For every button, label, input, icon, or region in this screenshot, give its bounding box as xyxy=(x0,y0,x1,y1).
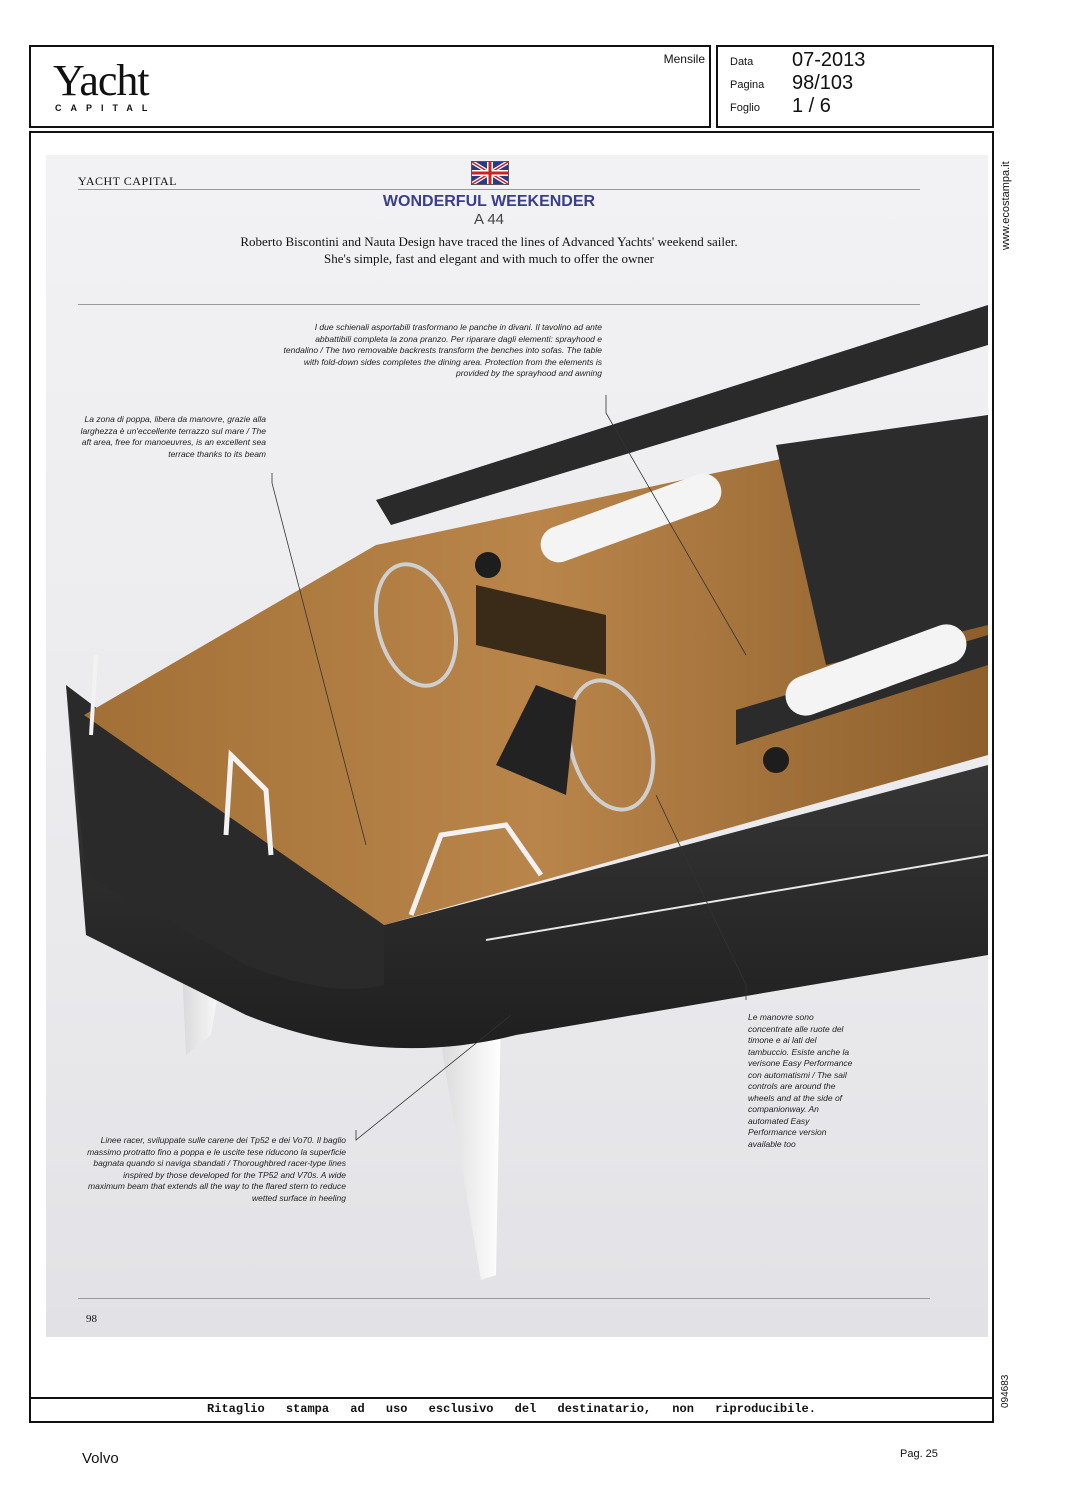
article-subtitle: A 44 xyxy=(473,211,505,228)
client-name: Volvo xyxy=(82,1450,119,1467)
uk-flag-icon xyxy=(471,161,509,185)
page-number: 98 xyxy=(86,1313,97,1325)
header-meta-box xyxy=(716,45,994,128)
data-value: 07-2013 xyxy=(792,49,866,71)
foglio-value: 1 / 6 xyxy=(792,95,831,117)
caption-sail-controls: Le manovre sono concentrate alle ruote del timone e ai lati del tambuccio. Esiste anche la verisone Easy Performance con automatismi / The sail controls are around the wheels and at the side of companionway. An automated Easy Performance version available too xyxy=(748,1012,853,1149)
magazine-name: YACHT CAPITAL xyxy=(78,174,177,188)
side-code: 094683 xyxy=(1000,1374,1011,1408)
data-label: Data xyxy=(730,56,754,68)
document-page: Pag. 25 xyxy=(900,1448,938,1460)
yacht-capital-logo: Yacht xyxy=(53,56,149,105)
winch-1 xyxy=(475,552,501,578)
footer-notice: Ritaglio stampa ad uso esclusivo del destinatario, non riproducibile. xyxy=(31,1397,992,1421)
keel xyxy=(436,1010,501,1280)
article-title: WONDERFUL WEEKENDER xyxy=(382,193,596,210)
dek-line-1: Roberto Biscontini and Nauta Design have traced the lines of Advanced Yachts' weekend sailer. xyxy=(240,234,738,249)
foglio-label: Foglio xyxy=(730,102,760,114)
pagina-label: Pagina xyxy=(730,79,765,91)
header-masthead xyxy=(29,45,711,128)
caption-cockpit: I due schienali asportabili trasformano le panche in divani. Il tavolino ad ante abbattibili completa la zona pranzo. Per riparare dagli elementi: sprayhood e tendalino / The two removable backrests transform the benches into sofas. The table with fold-down sides completes the dining area. Protection from the elements is provided by the sprayhood and awning xyxy=(283,322,602,378)
logo-subtitle: CAPITAL xyxy=(55,103,157,113)
dek-rule xyxy=(78,304,920,305)
side-url: www.ecostampa.it xyxy=(1000,161,1012,250)
page-bottom-rule xyxy=(78,1298,930,1299)
pagina-value: 98/103 xyxy=(792,72,854,94)
caption-hull-lines: Linee racer, sviluppate sulle carene dei Tp52 e dei Vo70. Il baglio massimo protratto fino a poppa e le uscite tese riducono la superficie bagnata quando si naviga sbandati / Thoroughbred racer-type lines inspired by those developed for the TP52 and V70s. A wide maximum beam that extends all the way to the flared stern to reduce wetted surface in heeling xyxy=(87,1135,346,1203)
magazine-page xyxy=(46,155,988,1337)
frequency-label: Mensile xyxy=(663,52,705,66)
winch-2 xyxy=(763,747,789,773)
caption-aft-area: La zona di poppa, libera da manovre, grazie alla larghezza è un'eccellente terrazzo sul mare / The aft area, free for manoeuvres, is an excellent sea terrace thanks to its beam xyxy=(80,414,266,459)
header-rule xyxy=(78,189,920,190)
dek-line-2: She's simple, fast and elegant and with much to offer the owner xyxy=(324,251,654,266)
article-dek xyxy=(166,233,812,267)
